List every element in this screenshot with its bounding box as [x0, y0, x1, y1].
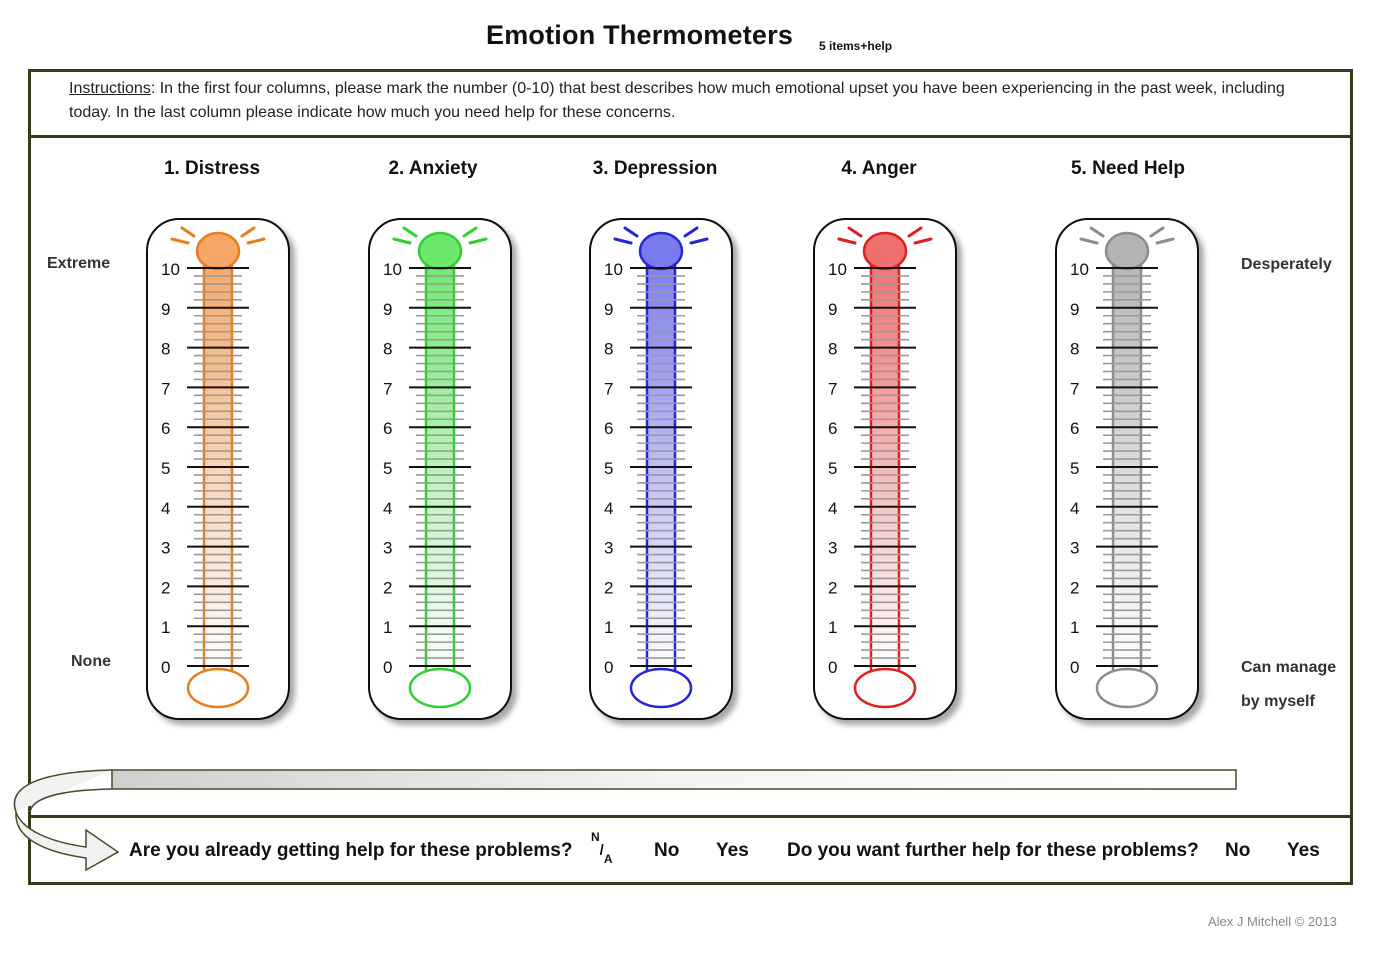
- scale-number[interactable]: 4: [161, 498, 171, 518]
- scale-number[interactable]: 0: [383, 658, 393, 677]
- scale-number[interactable]: 8: [828, 339, 838, 359]
- thermometer-depression: [590, 219, 732, 719]
- credit: Alex J Mitchell © 2013: [1208, 914, 1337, 929]
- col-title-depression: 3. Depression: [592, 158, 718, 179]
- scale-number[interactable]: 1: [1070, 618, 1080, 638]
- scale-number[interactable]: 0: [828, 658, 838, 677]
- scale-number[interactable]: 6: [604, 419, 614, 439]
- scale-number[interactable]: 10: [828, 260, 847, 279]
- thermometer-anger: [814, 219, 956, 719]
- page-title: Emotion Thermometers: [486, 20, 794, 50]
- option-yes-2[interactable]: Yes: [1287, 840, 1320, 861]
- page-subtitle: 5 items+help: [819, 39, 893, 53]
- thermometer-anxiety: [369, 219, 511, 719]
- label-none: None: [71, 653, 111, 670]
- thermometer-bottom-bulb: [1097, 669, 1157, 707]
- scale-number[interactable]: 10: [161, 260, 180, 279]
- thermometer-tube: [647, 250, 675, 678]
- question-already-help: Are you already getting help for these problems?: [129, 840, 573, 861]
- scale-number[interactable]: 4: [1070, 498, 1080, 518]
- thermometer-bottom-bulb: [188, 669, 248, 707]
- question-further-help: Do you want further help for these problems?: [787, 840, 1199, 861]
- scale-number[interactable]: 0: [161, 658, 171, 677]
- instructions-text: : In the first four columns, please mark the number (0-10) that best describes how much emotional upset you have been experiencing in the past week, including today. In the last column please indicate how much you need help for these concerns.: [69, 80, 1285, 121]
- option-no-2[interactable]: No: [1225, 840, 1251, 861]
- scale-number[interactable]: 7: [161, 379, 171, 399]
- scale-number[interactable]: 4: [383, 498, 393, 518]
- option-no-1[interactable]: No: [654, 840, 680, 861]
- scale-number[interactable]: 9: [828, 299, 838, 319]
- scale-number[interactable]: 6: [1070, 419, 1080, 439]
- scale-number[interactable]: 9: [161, 299, 171, 319]
- option-na-1[interactable]: [591, 830, 613, 866]
- label-desperately: Desperately: [1241, 256, 1332, 273]
- scale-number[interactable]: 6: [828, 419, 838, 439]
- scale-number[interactable]: 9: [604, 299, 614, 319]
- label-by-myself: by myself: [1241, 693, 1315, 710]
- scale-number[interactable]: 7: [1070, 379, 1080, 399]
- scale-number[interactable]: 2: [383, 578, 393, 598]
- scale-number[interactable]: 2: [828, 578, 838, 598]
- scale-number[interactable]: 1: [383, 618, 393, 638]
- scale-number[interactable]: 1: [828, 618, 838, 638]
- scale-number[interactable]: 8: [604, 339, 614, 359]
- scale-number[interactable]: 5: [604, 459, 614, 478]
- thermometer-top-bulb: [419, 233, 461, 269]
- thermometer-tube: [204, 250, 232, 678]
- thermometer-top-bulb: [197, 233, 239, 269]
- label-can-manage: Can manage: [1241, 659, 1337, 676]
- na-sep: /: [599, 842, 604, 859]
- thermometer-bottom-bulb: [855, 669, 915, 707]
- scale-number[interactable]: 3: [161, 538, 171, 558]
- scale-number[interactable]: 3: [1070, 538, 1080, 558]
- col-title-anger: 4. Anger: [841, 158, 917, 179]
- thermometer-tube: [426, 250, 454, 678]
- thermometer-top-bulb: [640, 233, 682, 269]
- thermometer-tube: [1113, 250, 1141, 678]
- scale-number[interactable]: 8: [383, 339, 393, 359]
- scale-number[interactable]: 3: [828, 538, 838, 558]
- scale-number[interactable]: 7: [604, 379, 614, 399]
- scale-number[interactable]: 4: [604, 498, 614, 518]
- instructions-lead: Instructions: [69, 80, 151, 97]
- scale-number[interactable]: 9: [1070, 299, 1080, 319]
- scale-number[interactable]: 3: [604, 538, 614, 558]
- scale-number[interactable]: 2: [1070, 578, 1080, 598]
- scale-number[interactable]: 2: [604, 578, 614, 598]
- scale-number[interactable]: 10: [383, 260, 402, 279]
- scale-number[interactable]: 5: [161, 459, 171, 478]
- scale-number[interactable]: 1: [604, 618, 614, 638]
- label-extreme: Extreme: [47, 255, 111, 272]
- thermometer-bottom-bulb: [631, 669, 691, 707]
- col-title-distress: 1. Distress: [163, 158, 261, 179]
- scale-number[interactable]: 10: [604, 260, 623, 279]
- scale-number[interactable]: 6: [161, 419, 171, 439]
- scale-number[interactable]: 7: [828, 379, 838, 399]
- thermometer-top-bulb: [1106, 233, 1148, 269]
- scale-number[interactable]: 4: [828, 498, 838, 518]
- scale-number[interactable]: 7: [383, 379, 393, 399]
- scale-number[interactable]: 6: [383, 419, 393, 439]
- na-bottom: A: [603, 852, 613, 866]
- scale-number[interactable]: 8: [1070, 339, 1080, 359]
- scale-number[interactable]: 8: [161, 339, 171, 359]
- scale-number[interactable]: 9: [383, 299, 393, 319]
- scale-number[interactable]: 5: [828, 459, 838, 478]
- thermometers: [147, 219, 1198, 719]
- col-title-need-help: 5. Need Help: [1070, 158, 1186, 179]
- na-top: N: [591, 830, 600, 844]
- thermometer-distress: [147, 219, 289, 719]
- thermometer-need-help: [1056, 219, 1198, 719]
- thermometer-bottom-bulb: [410, 669, 470, 707]
- thermometer-top-bulb: [864, 233, 906, 269]
- scale-number[interactable]: 1: [161, 618, 171, 638]
- thermometer-tube: [871, 250, 899, 678]
- scale-number[interactable]: 5: [383, 459, 393, 478]
- scale-number[interactable]: 10: [1070, 260, 1089, 279]
- scale-number[interactable]: 3: [383, 538, 393, 558]
- scale-number[interactable]: 5: [1070, 459, 1080, 478]
- scale-number[interactable]: 2: [161, 578, 171, 598]
- scale-number[interactable]: 0: [604, 658, 614, 677]
- col-title-anxiety: 2. Anxiety: [388, 158, 478, 179]
- scale-number[interactable]: 0: [1070, 658, 1080, 677]
- option-yes-1[interactable]: Yes: [716, 840, 749, 861]
